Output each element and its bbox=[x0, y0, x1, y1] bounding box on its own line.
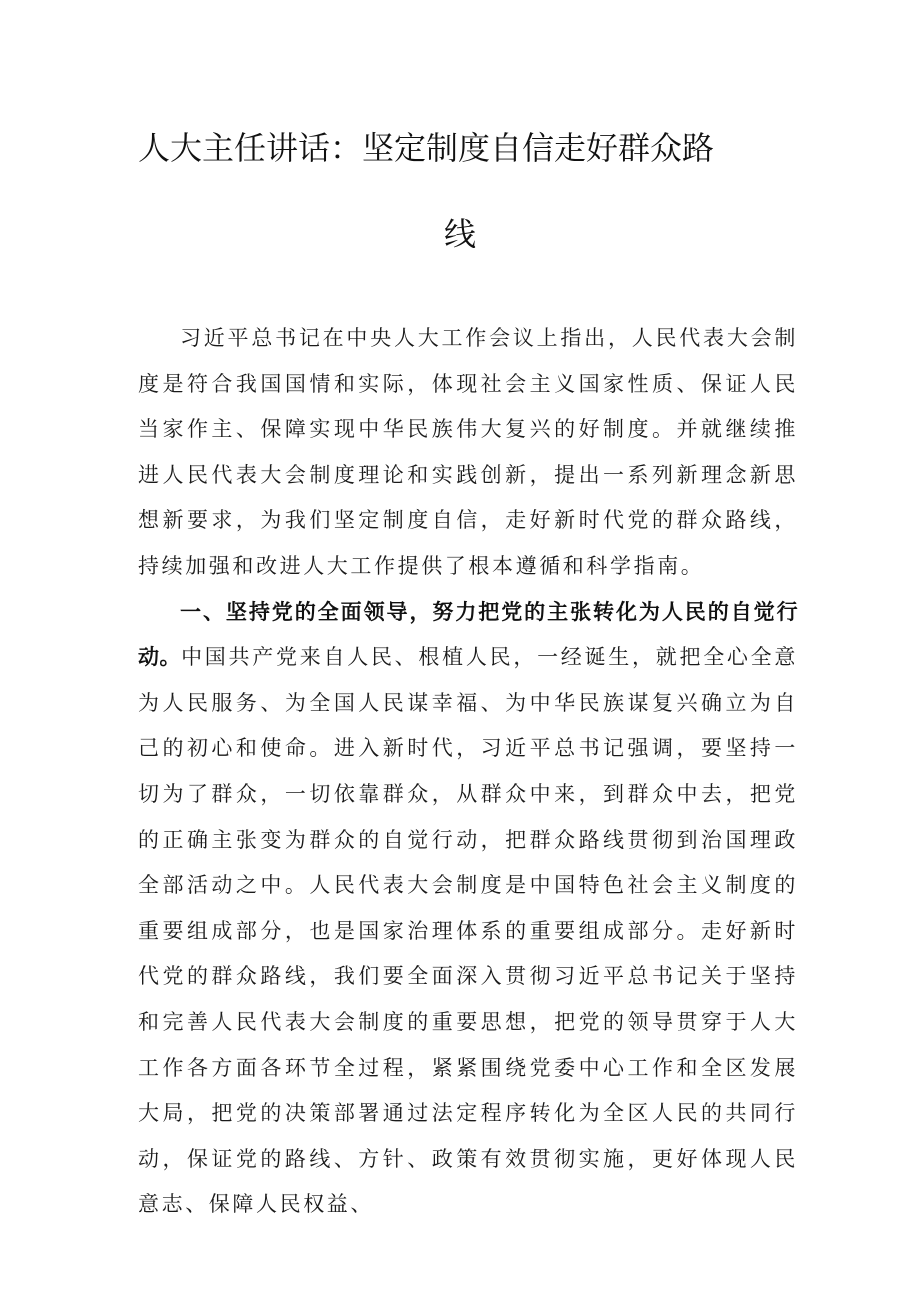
section-1-body: 中国共产党来自人民、根植人民，一经诞生，就把全心全意为人民服务、为全国人民谋幸福、为中华民族谋复兴确立为自己的初心和使命。进入新时代，习近平总书记强调，要坚持一切为了群众，一切依靠群众，从群众中来，到群众中去，把党的正确主张变为群众的自觉行动，把群众路线贯彻到治国理政全部活动之中。人民代表大会制度是中国特色社会主义制度的重要组成部分，也是国家治理体系的重要组成部分。走好新时代党的群众路线，我们要全面深入贯彻习近平总书记关于坚持和完善人民代表大会制度的重要思想，把党的领导贯穿于人大工作各方面各环节全过程，紧紧围绕党委中心工作和全区发展大局，把党的决策部署通过法定程序转化为全区人民的共同行动，保证党的路线、方针、政策有效贯彻实施，更好体现人民意志、保障人民权益、 bbox=[138, 645, 798, 1217]
document-title-line-1: 人大主任讲话：坚定制度自信走好群众路 bbox=[138, 129, 715, 167]
intro-paragraph: 习近平总书记在中央人大工作会议上指出，人民代表大会制度是符合我国国情和实际，体现社会主义国家性质、保证人民当家作主、保障实现中华民族伟大复兴的好制度。并就继续推进人民代表大会制度理论和实践创新，提出一系列新理念新思想新要求，为我们坚定制度自信，走好新时代党的群众路线，持续加强和改进人大工作提供了根本遵循和科学指南。 bbox=[138, 326, 798, 578]
document-title-line-2: 线 bbox=[443, 215, 476, 253]
section-1-heading: 一、坚持党的全面领导，努力把党的主张转化为人民的自觉行动。 bbox=[138, 599, 798, 670]
section-1-paragraph bbox=[138, 590, 798, 1228]
document-body bbox=[138, 316, 798, 1228]
